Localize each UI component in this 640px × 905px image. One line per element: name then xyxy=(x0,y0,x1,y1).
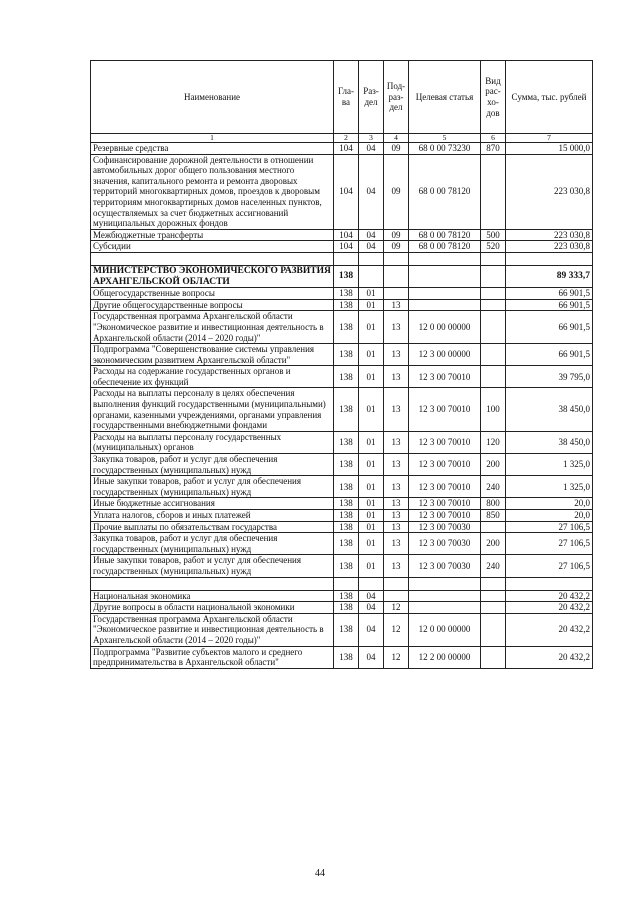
header-expense-kind: Вид рас-хо-дов xyxy=(481,61,506,134)
cell-expense-kind: 200 xyxy=(481,454,506,476)
cell-sum xyxy=(506,252,593,265)
cell-target-article: 12 3 00 70010 xyxy=(409,431,481,453)
cell-subsection: 13 xyxy=(384,366,409,388)
cell-expense-kind: 120 xyxy=(481,431,506,453)
cell-sum: 39 795,0 xyxy=(506,366,593,388)
cell-subsection: 13 xyxy=(384,454,409,476)
cell-section: 01 xyxy=(359,555,384,577)
table-row xyxy=(91,311,593,344)
cell-section: 01 xyxy=(359,476,384,498)
table-row xyxy=(91,510,593,522)
column-number: 7 xyxy=(506,134,593,143)
cell-section: 01 xyxy=(359,431,384,453)
cell-chapter: 104 xyxy=(334,229,359,241)
cell-subsection: 12 xyxy=(384,646,409,668)
table-row xyxy=(91,288,593,300)
table-row xyxy=(91,265,593,287)
cell-name: Иные закупки товаров, работ и услуг для обеспечения государственных (муниципальных) нужд xyxy=(91,476,334,498)
cell-expense-kind xyxy=(481,521,506,533)
table-row xyxy=(91,252,593,265)
cell-chapter: 138 xyxy=(334,265,359,287)
table-row xyxy=(91,366,593,388)
cell-name xyxy=(91,577,334,590)
cell-sum: 66 901,5 xyxy=(506,311,593,344)
cell-chapter: 138 xyxy=(334,454,359,476)
cell-chapter: 138 xyxy=(334,646,359,668)
cell-expense-kind xyxy=(481,299,506,311)
cell-sum: 66 901,5 xyxy=(506,288,593,300)
table-row xyxy=(91,555,593,577)
table-row xyxy=(91,613,593,646)
cell-subsection: 13 xyxy=(384,299,409,311)
cell-sum: 20,0 xyxy=(506,510,593,522)
cell-expense-kind: 800 xyxy=(481,498,506,510)
cell-target-article xyxy=(409,288,481,300)
cell-section: 01 xyxy=(359,366,384,388)
cell-sum: 20 432,2 xyxy=(506,613,593,646)
cell-chapter: 104 xyxy=(334,143,359,155)
cell-sum: 223 030,8 xyxy=(506,229,593,241)
cell-section: 04 xyxy=(359,241,384,253)
table-row xyxy=(91,299,593,311)
cell-sum: 1 325,0 xyxy=(506,454,593,476)
cell-chapter: 138 xyxy=(334,344,359,366)
column-number: 4 xyxy=(384,134,409,143)
table-row xyxy=(91,229,593,241)
cell-chapter: 138 xyxy=(334,590,359,602)
cell-expense-kind xyxy=(481,154,506,229)
cell-chapter: 138 xyxy=(334,613,359,646)
cell-sum: 27 106,5 xyxy=(506,533,593,555)
cell-expense-kind xyxy=(481,577,506,590)
cell-section: 01 xyxy=(359,454,384,476)
cell-target-article: 12 0 00 00000 xyxy=(409,311,481,344)
cell-target-article: 12 3 00 00000 xyxy=(409,344,481,366)
cell-target-article: 12 3 00 70010 xyxy=(409,476,481,498)
column-number: 2 xyxy=(334,134,359,143)
cell-subsection xyxy=(384,265,409,287)
cell-section: 01 xyxy=(359,299,384,311)
budget-table-body xyxy=(91,143,593,669)
cell-target-article xyxy=(409,602,481,614)
cell-name: Межбюджетные трансферты xyxy=(91,229,334,241)
cell-subsection: 13 xyxy=(384,311,409,344)
cell-chapter: 104 xyxy=(334,154,359,229)
cell-expense-kind xyxy=(481,602,506,614)
cell-chapter: 138 xyxy=(334,388,359,431)
cell-name: Резервные средства xyxy=(91,143,334,155)
cell-sum: 223 030,8 xyxy=(506,154,593,229)
table-row xyxy=(91,646,593,668)
cell-section: 04 xyxy=(359,143,384,155)
cell-sum: 89 333,7 xyxy=(506,265,593,287)
cell-name: Расходы на выплаты персоналу государственных (муниципальных) органов xyxy=(91,431,334,453)
cell-target-article: 12 3 00 70010 xyxy=(409,366,481,388)
cell-subsection: 12 xyxy=(384,613,409,646)
header-name: Наименование xyxy=(91,61,334,134)
cell-name: Расходы на содержание государственных органов и обеспечение их функций xyxy=(91,366,334,388)
cell-sum: 20,0 xyxy=(506,498,593,510)
header-target-article: Целевая статья xyxy=(409,61,481,134)
cell-name: Национальная экономика xyxy=(91,590,334,602)
cell-subsection xyxy=(384,577,409,590)
cell-subsection: 09 xyxy=(384,241,409,253)
cell-sum: 1 325,0 xyxy=(506,476,593,498)
cell-name: МИНИСТЕРСТВО ЭКОНОМИЧЕСКОГО РАЗВИТИЯ АРХАНГЕЛЬСКОЙ ОБЛАСТИ xyxy=(91,265,334,287)
cell-sum xyxy=(506,577,593,590)
cell-chapter: 138 xyxy=(334,476,359,498)
cell-section: 01 xyxy=(359,521,384,533)
cell-sum: 27 106,5 xyxy=(506,555,593,577)
table-row xyxy=(91,154,593,229)
cell-expense-kind xyxy=(481,252,506,265)
cell-name: Расходы на выплаты персоналу в целях обеспечения выполнения функций государственными (муниципальными) органами, казенными учреждениями, органами управления государственными внебюджетными фондами xyxy=(91,388,334,431)
cell-sum: 20 432,2 xyxy=(506,602,593,614)
page-number: 44 xyxy=(315,868,325,879)
cell-target-article: 12 2 00 00000 xyxy=(409,646,481,668)
cell-section: 04 xyxy=(359,229,384,241)
cell-subsection: 09 xyxy=(384,229,409,241)
cell-subsection: 13 xyxy=(384,555,409,577)
cell-expense-kind: 100 xyxy=(481,388,506,431)
cell-target-article: 12 3 00 70010 xyxy=(409,510,481,522)
cell-target-article: 12 0 00 00000 xyxy=(409,613,481,646)
cell-section xyxy=(359,252,384,265)
cell-sum: 15 000,0 xyxy=(506,143,593,155)
header-chapter: Гла-ва xyxy=(334,61,359,134)
cell-name xyxy=(91,252,334,265)
cell-name: Софинансирование дорожной деятельности в отношении автомобильных дорог общего пользования местного значения, капитального ремонта и ремонта дворовых территорий многоквартирных домов, проездов к дворовым территориям многоквартирных домов населенных пунктов, осуществляемых за счет бюджетных ассигнований муниципальных дорожных фондов xyxy=(91,154,334,229)
cell-sum: 38 450,0 xyxy=(506,431,593,453)
cell-expense-kind xyxy=(481,366,506,388)
cell-chapter: 138 xyxy=(334,311,359,344)
table-row xyxy=(91,521,593,533)
cell-expense-kind xyxy=(481,288,506,300)
cell-name: Закупка товаров, работ и услуг для обеспечения государственных (муниципальных) нужд xyxy=(91,533,334,555)
column-number: 1 xyxy=(91,134,334,143)
cell-expense-kind: 500 xyxy=(481,229,506,241)
cell-expense-kind: 200 xyxy=(481,533,506,555)
cell-name: Иные бюджетные ассигнования xyxy=(91,498,334,510)
cell-expense-kind xyxy=(481,344,506,366)
cell-sum: 20 432,2 xyxy=(506,590,593,602)
cell-expense-kind xyxy=(481,646,506,668)
cell-chapter: 138 xyxy=(334,366,359,388)
cell-expense-kind xyxy=(481,590,506,602)
cell-name: Подпрограмма "Развитие субъектов малого и среднего предпринимательства в Архангельской области" xyxy=(91,646,334,668)
cell-chapter: 138 xyxy=(334,288,359,300)
cell-target-article xyxy=(409,590,481,602)
header-row xyxy=(91,61,593,134)
table-row xyxy=(91,143,593,155)
cell-expense-kind: 240 xyxy=(481,555,506,577)
cell-name: Государственная программа Архангельской области "Экономическое развитие и инвестиционная деятельность в Архангельской области (2014 – 2020 годы)" xyxy=(91,613,334,646)
cell-section: 01 xyxy=(359,498,384,510)
cell-sum: 66 901,5 xyxy=(506,344,593,366)
table-row xyxy=(91,498,593,510)
column-number: 3 xyxy=(359,134,384,143)
cell-subsection xyxy=(384,252,409,265)
table-row xyxy=(91,344,593,366)
cell-chapter: 138 xyxy=(334,521,359,533)
cell-expense-kind: 520 xyxy=(481,241,506,253)
cell-subsection xyxy=(384,288,409,300)
cell-expense-kind xyxy=(481,311,506,344)
cell-name: Уплата налогов, сборов и иных платежей xyxy=(91,510,334,522)
cell-section: 04 xyxy=(359,602,384,614)
cell-sum: 38 450,0 xyxy=(506,388,593,431)
cell-subsection: 13 xyxy=(384,533,409,555)
cell-subsection: 13 xyxy=(384,388,409,431)
cell-section: 04 xyxy=(359,154,384,229)
column-number-row xyxy=(91,134,593,143)
table-row xyxy=(91,577,593,590)
header-section: Раз-дел xyxy=(359,61,384,134)
cell-subsection: 09 xyxy=(384,143,409,155)
cell-chapter xyxy=(334,252,359,265)
cell-target-article: 12 3 00 70030 xyxy=(409,555,481,577)
cell-sum: 27 106,5 xyxy=(506,521,593,533)
cell-chapter: 138 xyxy=(334,498,359,510)
header-subsection: Под-раз-дел xyxy=(384,61,409,134)
cell-expense-kind xyxy=(481,613,506,646)
cell-subsection: 09 xyxy=(384,154,409,229)
cell-target-article: 12 3 00 70010 xyxy=(409,498,481,510)
table-row xyxy=(91,590,593,602)
cell-sum: 66 901,5 xyxy=(506,299,593,311)
cell-target-article: 12 3 00 70010 xyxy=(409,454,481,476)
cell-section: 01 xyxy=(359,510,384,522)
cell-name: Закупка товаров, работ и услуг для обеспечения государственных (муниципальных) нужд xyxy=(91,454,334,476)
cell-name: Прочие выплаты по обязательствам государства xyxy=(91,521,334,533)
cell-target-article: 68 0 00 78120 xyxy=(409,241,481,253)
cell-subsection: 13 xyxy=(384,521,409,533)
cell-expense-kind: 870 xyxy=(481,143,506,155)
cell-target-article xyxy=(409,252,481,265)
cell-sum: 223 030,8 xyxy=(506,241,593,253)
cell-chapter: 138 xyxy=(334,431,359,453)
cell-section: 04 xyxy=(359,590,384,602)
cell-section xyxy=(359,577,384,590)
cell-name: Подпрограмма "Совершенствование системы управления экономическим развитием Архангельской области" xyxy=(91,344,334,366)
cell-target-article: 68 0 00 78120 xyxy=(409,154,481,229)
cell-target-article: 12 3 00 70030 xyxy=(409,521,481,533)
cell-chapter xyxy=(334,577,359,590)
cell-subsection xyxy=(384,590,409,602)
cell-expense-kind: 240 xyxy=(481,476,506,498)
cell-chapter: 138 xyxy=(334,555,359,577)
cell-target-article: 68 0 00 78120 xyxy=(409,229,481,241)
cell-target-article: 68 0 00 73230 xyxy=(409,143,481,155)
cell-subsection: 12 xyxy=(384,602,409,614)
cell-name: Общегосударственные вопросы xyxy=(91,288,334,300)
cell-sum: 20 432,2 xyxy=(506,646,593,668)
cell-subsection: 13 xyxy=(384,498,409,510)
cell-chapter: 104 xyxy=(334,241,359,253)
cell-target-article xyxy=(409,299,481,311)
column-number: 5 xyxy=(409,134,481,143)
table-row xyxy=(91,454,593,476)
cell-expense-kind: 850 xyxy=(481,510,506,522)
cell-chapter: 138 xyxy=(334,602,359,614)
cell-subsection: 13 xyxy=(384,431,409,453)
cell-target-article xyxy=(409,577,481,590)
table-row xyxy=(91,476,593,498)
cell-section: 01 xyxy=(359,533,384,555)
cell-section xyxy=(359,265,384,287)
cell-target-article xyxy=(409,265,481,287)
table-row xyxy=(91,602,593,614)
cell-section: 01 xyxy=(359,288,384,300)
table-row xyxy=(91,388,593,431)
cell-name: Другие общегосударственные вопросы xyxy=(91,299,334,311)
table-row xyxy=(91,533,593,555)
cell-target-article: 12 3 00 70010 xyxy=(409,388,481,431)
cell-target-article: 12 3 00 70030 xyxy=(409,533,481,555)
cell-chapter: 138 xyxy=(334,299,359,311)
cell-name: Субсидии xyxy=(91,241,334,253)
cell-name: Другие вопросы в области национальной экономики xyxy=(91,602,334,614)
header-sum: Сумма, тыс. рублей xyxy=(506,61,593,134)
cell-section: 01 xyxy=(359,311,384,344)
cell-name: Государственная программа Архангельской области "Экономическое развитие и инвестиционная деятельность в Архангельской области (2014 – 2020 годы)" xyxy=(91,311,334,344)
cell-expense-kind xyxy=(481,265,506,287)
table-row xyxy=(91,431,593,453)
column-number: 6 xyxy=(481,134,506,143)
cell-chapter: 138 xyxy=(334,510,359,522)
cell-section: 04 xyxy=(359,646,384,668)
cell-section: 04 xyxy=(359,613,384,646)
cell-subsection: 13 xyxy=(384,510,409,522)
cell-subsection: 13 xyxy=(384,476,409,498)
cell-name: Иные закупки товаров, работ и услуг для обеспечения государственных (муниципальных) нужд xyxy=(91,555,334,577)
cell-section: 01 xyxy=(359,388,384,431)
cell-chapter: 138 xyxy=(334,533,359,555)
cell-section: 01 xyxy=(359,344,384,366)
table-row xyxy=(91,241,593,253)
cell-subsection: 13 xyxy=(384,344,409,366)
budget-table xyxy=(90,60,593,669)
